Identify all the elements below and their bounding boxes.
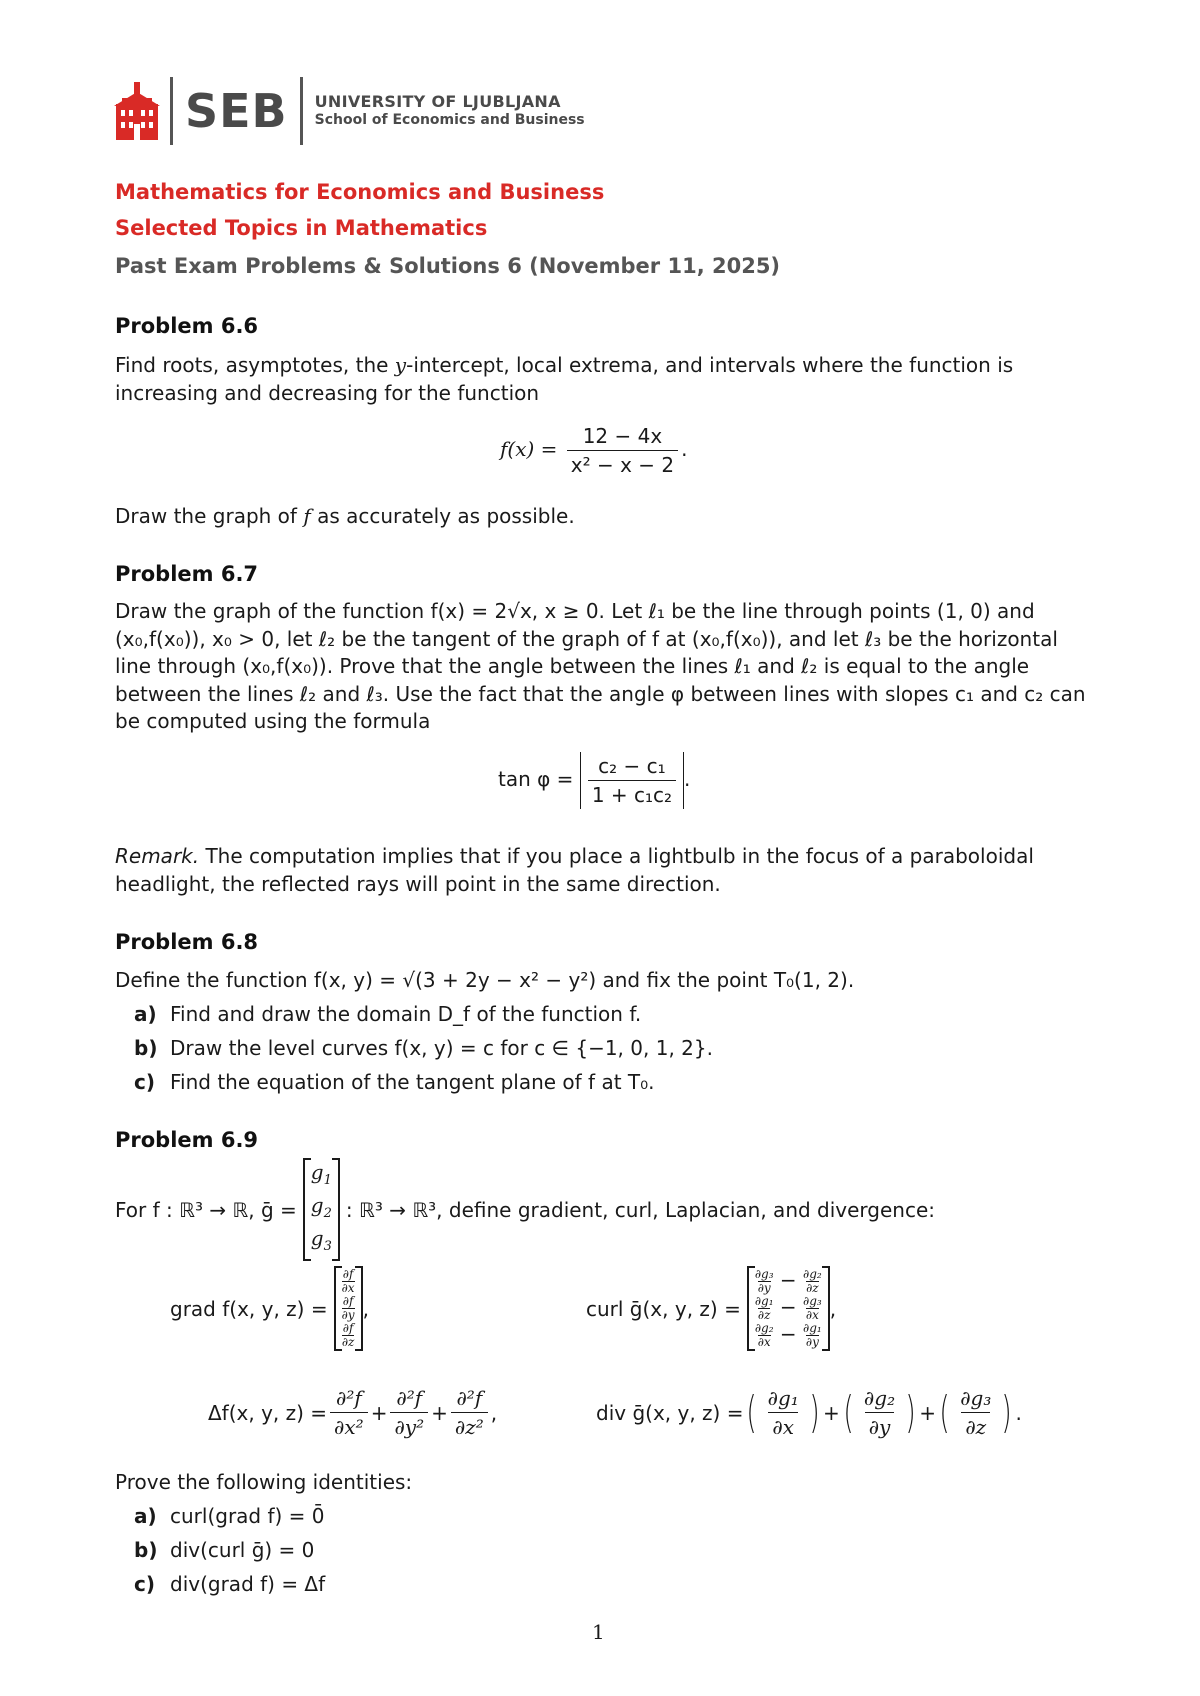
problem-6-8-heading: Problem 6.8 bbox=[115, 930, 259, 954]
university-name: UNIVERSITY OF LJUBLJANA bbox=[314, 92, 561, 112]
topic-title: Selected Topics in Mathematics bbox=[115, 216, 488, 240]
problem-6-9-item-c: c) div(grad f) = Δf bbox=[134, 1572, 326, 1596]
problem-6-6-formula: f(x) = $\frac{12 - 4x}{\text{x² − x − 2}}$ . bbox=[500, 424, 688, 477]
problem-6-9-intro: For f : ℝ³ → ℝ, ḡ = $g_1$ $g_2$ $g_3$ : ℝ³ → ℝ³, define gradient, curl, Laplacian, and divergence: bbox=[115, 1158, 935, 1261]
problem-6-7-remark: Remark. The computation implies that if you place a lightbulb in the focus of a paraboloidal headlight, the reflected rays will point in the same direction. bbox=[115, 844, 1034, 896]
school-name: School of Economics and Business bbox=[314, 112, 585, 129]
problem-6-9-item-b: b) div(curl ḡ) = 0 bbox=[134, 1538, 315, 1562]
problem-6-9-prove: Prove the following identities: bbox=[115, 1470, 413, 1494]
seb-logo bbox=[114, 76, 585, 146]
laplacian-formula: Δf(x, y, z) = $\frac{\text{∂²f}}{\text{∂x²}}$ + $\frac{\text{∂²f}}{\text{∂y²}}$ + $\frac{\text{∂²f}}{\text{∂z²}}$ , bbox=[208, 1386, 498, 1439]
problem-6-7-formula: tan φ = $\frac{\text{c₂ − c₁}}{\text{1 + c₁c₂}}$ . bbox=[498, 754, 691, 807]
problem-6-8-item-b: b) Draw the level curves f(x, y) = c for c ∈ {−1, 0, 1, 2}. bbox=[134, 1036, 713, 1060]
problem-6-6-text: Find roots, asymptotes, the y-intercept, local extrema, and intervals where the function is increasing and decreasing for the function bbox=[115, 353, 1014, 405]
problem-6-9-item-a: a) curl(grad f) = 0̄ bbox=[134, 1504, 325, 1528]
logo-divider-2 bbox=[300, 77, 303, 145]
course-title: Mathematics for Economics and Business bbox=[115, 180, 605, 204]
divergence-formula: div ḡ(x, y, z) = ( $\frac{\text{∂g₁}}{\partial x}$ ) + ( $\frac{\text{∂g₂}}{\partial y}$ ) + ( $\frac{\text{∂g₃}}{\partial z}$ ) . bbox=[596, 1386, 1022, 1439]
problem-6-8-item-a: a) Find and draw the domain D_f of the function f. bbox=[134, 1002, 642, 1026]
problem-6-7-heading: Problem 6.7 bbox=[115, 562, 259, 586]
problem-6-6-heading: Problem 6.6 bbox=[115, 314, 259, 338]
page-number: 1 bbox=[592, 1620, 605, 1644]
problem-6-6-draw: Draw the graph of f as accurately as possible. bbox=[115, 504, 575, 528]
logo-divider bbox=[170, 77, 173, 145]
curl-formula: curl ḡ(x, y, z) = $\frac{\text{∂g₃}}{\partial y}$ − $\frac{\text{∂g₂}}{\partial z}$ $\frac{\text{∂g₁}}{\partial z}$ − $\frac{\text{∂g₃}}{\partial x}$ $\frac{\text{∂g₂}}{\partial x}$ − $\frac{\text{∂g₁}}{\partial y}$ , bbox=[586, 1267, 837, 1349]
grad-formula: grad f(x, y, z) = $\frac{\partial f}{\partial x}$ $\frac{\partial f}{\partial y}$ $\frac{\partial f}{\partial z}$ , bbox=[170, 1267, 369, 1349]
building-icon bbox=[114, 82, 160, 140]
g-vector: $g_1$ $g_2$ $g_3$ bbox=[303, 1158, 340, 1261]
exam-title: Past Exam Problems & Solutions 6 (November 11, 2025) bbox=[115, 254, 781, 278]
problem-6-8-item-c: c) Find the equation of the tangent plane of f at T₀. bbox=[134, 1070, 655, 1094]
problem-6-8-intro: Define the function f(x, y) = √(3 + 2y − x² − y²) and fix the point T₀(1, 2). bbox=[115, 968, 855, 992]
university-block bbox=[315, 92, 585, 130]
problem-6-7-text: Draw the graph of the function f(x) = 2√x, x ≥ 0. Let ℓ₁ be the line through points (1, 0) and (x₀,f(x₀)), x₀ > 0, let ℓ₂ be the tangent of the graph of f at (x₀,f(x₀)), and let ℓ₃ be the horizontal line through (x₀,f(x₀)). Prove that the angle between the lines ℓ₁ and ℓ₂ is equal to the angle between the lines ℓ₂ and ℓ₃. Use the fact that the angle φ between lines with slopes c₁ and c₂ can be computed using the formula bbox=[115, 599, 1086, 733]
problem-6-9-heading: Problem 6.9 bbox=[115, 1128, 259, 1152]
seb-wordmark: SEB bbox=[185, 84, 288, 138]
